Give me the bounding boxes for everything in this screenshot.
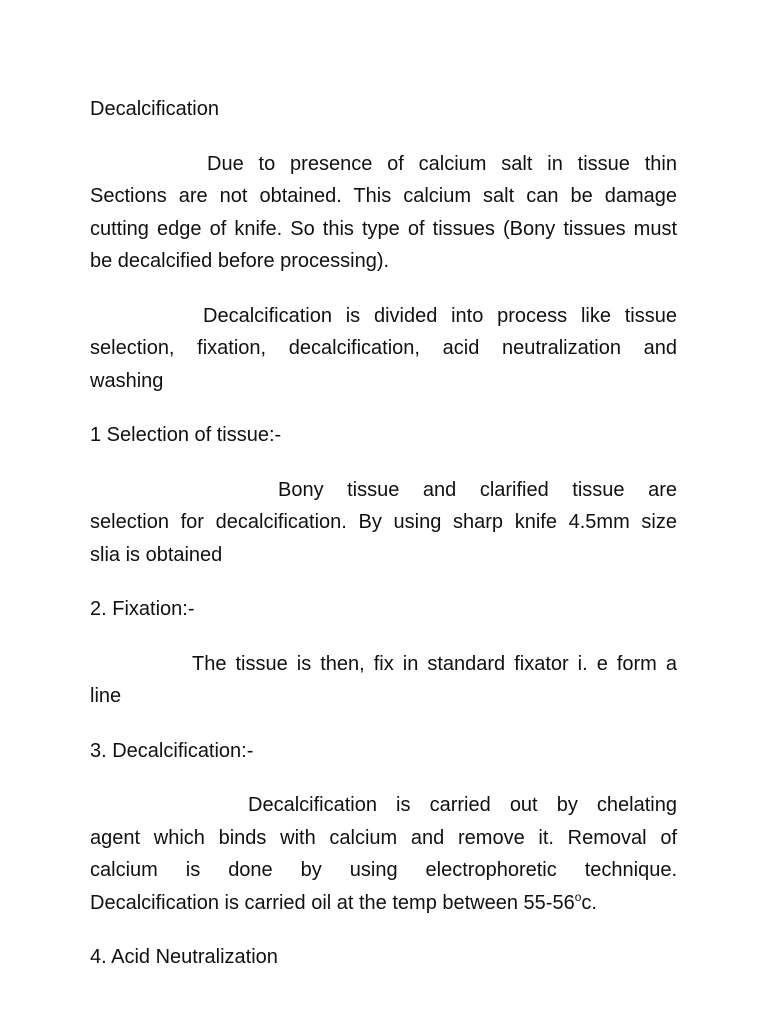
paragraph-line: Sections are not obtained. This calcium salt can be damage bbox=[90, 185, 677, 207]
section-heading-fixation: 2. Fixation:- bbox=[90, 598, 195, 620]
paragraph-line: The tissue is then, fix in standard fixator i. e form a bbox=[192, 652, 677, 675]
paragraph-line: Due to presence of calcium salt in tissue thin bbox=[207, 152, 677, 175]
temperature-text: Decalcification is carried oil at the temp between 55-56 bbox=[90, 891, 575, 914]
intro-paragraph bbox=[90, 148, 677, 278]
paragraph-line: selection, fixation, decalcification, acid neutralization and bbox=[90, 337, 677, 359]
section-heading-decalcification: 3. Decalcification:- bbox=[90, 739, 254, 762]
paragraph-line: cutting edge of knife. So this type of tissues (Bony tissues must bbox=[90, 217, 677, 240]
paragraph-line: Bony tissue and clarified tissue are bbox=[278, 478, 677, 501]
decalcification-paragraph bbox=[90, 789, 677, 919]
process-paragraph bbox=[90, 300, 677, 398]
document-title: Decalcification bbox=[90, 98, 219, 120]
temperature-unit: c. bbox=[581, 891, 597, 914]
selection-paragraph bbox=[90, 474, 677, 572]
fixation-paragraph bbox=[90, 648, 677, 713]
degree-superscript: o bbox=[574, 889, 582, 904]
paragraph-line: Decalcification is carried out by chelating bbox=[248, 794, 677, 816]
document-page bbox=[90, 93, 677, 996]
paragraph-line bbox=[90, 887, 677, 920]
paragraph-line: slia is obtained bbox=[90, 543, 223, 566]
paragraph-line: be decalcified before processing). bbox=[90, 250, 390, 272]
paragraph-line: agent which binds with calcium and remove it. Removal of bbox=[90, 826, 677, 849]
paragraph-line: Decalcification is divided into process like tissue bbox=[203, 304, 677, 327]
paragraph-line: calcium is done by using electrophoretic technique. bbox=[90, 859, 677, 881]
paragraph-line: line bbox=[90, 685, 122, 707]
section-heading-acid-neutralization: 4. Acid Neutralization bbox=[90, 946, 278, 968]
paragraph-line: selection for decalcification. By using sharp knife 4.5mm size bbox=[90, 511, 677, 533]
section-heading-selection: 1 Selection of tissue:- bbox=[90, 424, 282, 446]
paragraph-line: washing bbox=[90, 369, 164, 392]
